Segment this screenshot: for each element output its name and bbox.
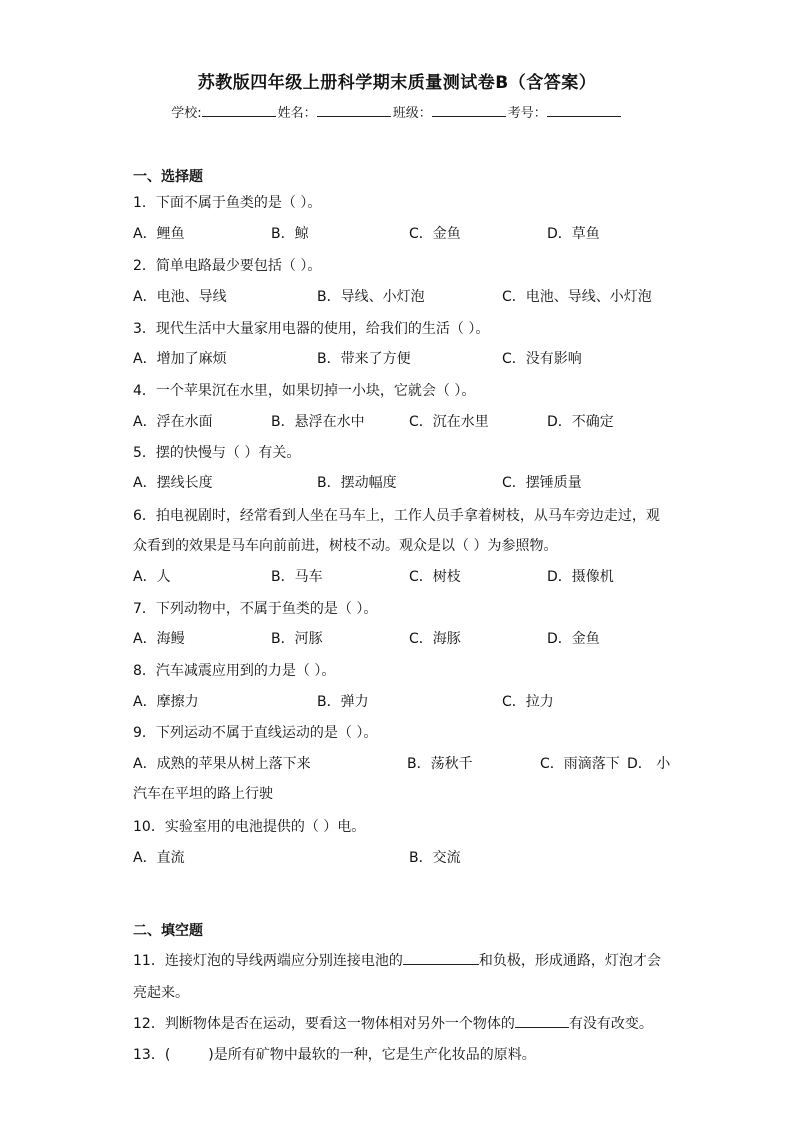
question-11-part-1: 11．连接灯泡的导线两端应分别连接电池的 [133, 953, 403, 969]
option-a[interactable]: A．人 [133, 569, 171, 585]
option-a[interactable]: A．直流 [133, 850, 185, 866]
question-4: 4．一个苹果沉在水里，如果切掉一小块，它就会（ ）。 [133, 383, 476, 399]
option-c[interactable]: C．拉力 [502, 694, 554, 710]
class-blank[interactable] [432, 104, 506, 117]
option-d[interactable]: D．金鱼 [547, 631, 600, 647]
name-blank[interactable] [317, 104, 391, 117]
option-b[interactable]: B．弹力 [317, 694, 369, 710]
name-label: 姓名： [277, 106, 317, 121]
option-b[interactable]: B．悬浮在水中 [271, 414, 365, 430]
student-info-line [0, 102, 794, 121]
option-b[interactable]: B．荡秋千 [407, 756, 473, 772]
option-b[interactable]: B．摆动幅度 [317, 475, 397, 491]
option-b[interactable]: B．交流 [409, 850, 461, 866]
question-11 [133, 950, 661, 970]
options-6 [133, 566, 693, 586]
page-title: 苏教版四年级上册科学期末质量测试卷B（含答案） [197, 73, 597, 93]
option-d-continued: 汽车在平坦的路上行驶 [133, 786, 273, 802]
question-8: 8．汽车减震应用到的力是（ ）。 [133, 663, 336, 679]
exam-no-label: 考号： [507, 106, 547, 121]
question-1: 1．下面不属于鱼类的是（ ）。 [133, 195, 322, 211]
question-3: 3．现代生活中大量家用电器的使用，给我们的生活（ ）。 [133, 321, 490, 337]
option-d[interactable]: D．不确定 [547, 414, 614, 430]
options-2 [133, 286, 693, 306]
question-9: 9．下列运动不属于直线运动的是（ ）。 [133, 725, 378, 741]
question-5: 5．摆的快慢与（ ）有关。 [133, 445, 301, 461]
exam-no-blank[interactable] [547, 104, 621, 117]
options-7 [133, 628, 693, 648]
question-12 [133, 1013, 653, 1033]
question-6-line-1: 6．拍电视剧时，经常看到人坐在马车上，工作人员手拿着树枝，从马车旁边走过，观 [133, 508, 660, 524]
school-label: 学校: [171, 106, 202, 121]
question-13-part-2: )是所有矿物中最软的一种，它是生产化妆品的原料。 [208, 1047, 536, 1063]
option-c[interactable]: C．雨滴落下 [540, 756, 620, 772]
option-d[interactable]: D． 小 [627, 756, 671, 772]
question-2: 2．简单电路最少要包括（ ）。 [133, 258, 322, 274]
question-13-part-1: 13．( [133, 1047, 171, 1063]
options-5 [133, 472, 693, 492]
question-13 [133, 1044, 536, 1064]
options-3 [133, 348, 693, 368]
option-a[interactable]: A．增加了麻烦 [133, 351, 227, 367]
question-11-line-2: 亮起来。 [133, 985, 189, 1001]
section-heading-choice: 一、选择题 [133, 169, 203, 185]
question-12-part-2: 有没有改变。 [568, 1016, 653, 1032]
option-c[interactable]: C．树枝 [409, 569, 461, 585]
option-b[interactable]: B．带来了方便 [317, 351, 411, 367]
options-10 [133, 847, 693, 867]
option-a[interactable]: A．电池、导线 [133, 289, 227, 305]
option-c[interactable]: C．没有影响 [502, 351, 582, 367]
option-c[interactable]: C．摆锤质量 [502, 475, 582, 491]
option-a[interactable]: A．摆线长度 [133, 475, 213, 491]
question-10: 10．实验室用的电池提供的（ ）电。 [133, 819, 366, 835]
option-c[interactable]: C．海豚 [409, 631, 461, 647]
option-b[interactable]: B．河豚 [271, 631, 323, 647]
option-c[interactable]: C．电池、导线、小灯泡 [502, 289, 652, 305]
option-c[interactable]: C．沉在水里 [409, 414, 489, 430]
question-6-line-2: 众看到的效果是马车向前前进，树枝不动。观众是以（ ）为参照物。 [133, 538, 558, 554]
option-a[interactable]: A．海鳗 [133, 631, 185, 647]
option-d[interactable]: D．摄像机 [547, 569, 614, 585]
option-b[interactable]: B．马车 [271, 569, 323, 585]
question-7: 7．下列动物中，不属于鱼类的是（ ）。 [133, 601, 378, 617]
option-b[interactable]: B．鲸 [271, 226, 309, 242]
option-d[interactable]: D．草鱼 [547, 226, 600, 242]
option-a[interactable]: A．浮在水面 [133, 414, 213, 430]
option-a[interactable]: A．摩擦力 [133, 694, 199, 710]
section-heading-fill-in: 二、填空题 [133, 923, 203, 939]
options-1 [133, 223, 693, 243]
options-8 [133, 691, 693, 711]
option-c[interactable]: C．金鱼 [409, 226, 461, 242]
question-12-part-1: 12．判断物体是否在运动，要看这一物体相对另外一个物体的 [133, 1016, 515, 1032]
options-9 [133, 753, 693, 773]
class-label: 班级： [392, 106, 432, 121]
option-a[interactable]: A．鲤鱼 [133, 226, 185, 242]
answer-blank-11[interactable] [403, 950, 479, 965]
school-blank[interactable] [202, 104, 276, 117]
option-a[interactable]: A．成熟的苹果从树上落下来 [133, 756, 311, 772]
answer-blank-12[interactable] [515, 1013, 569, 1028]
option-b[interactable]: B．导线、小灯泡 [317, 289, 425, 305]
options-4 [133, 411, 693, 431]
question-11-part-2: 和负极，形成通路，灯泡才会 [478, 953, 661, 969]
